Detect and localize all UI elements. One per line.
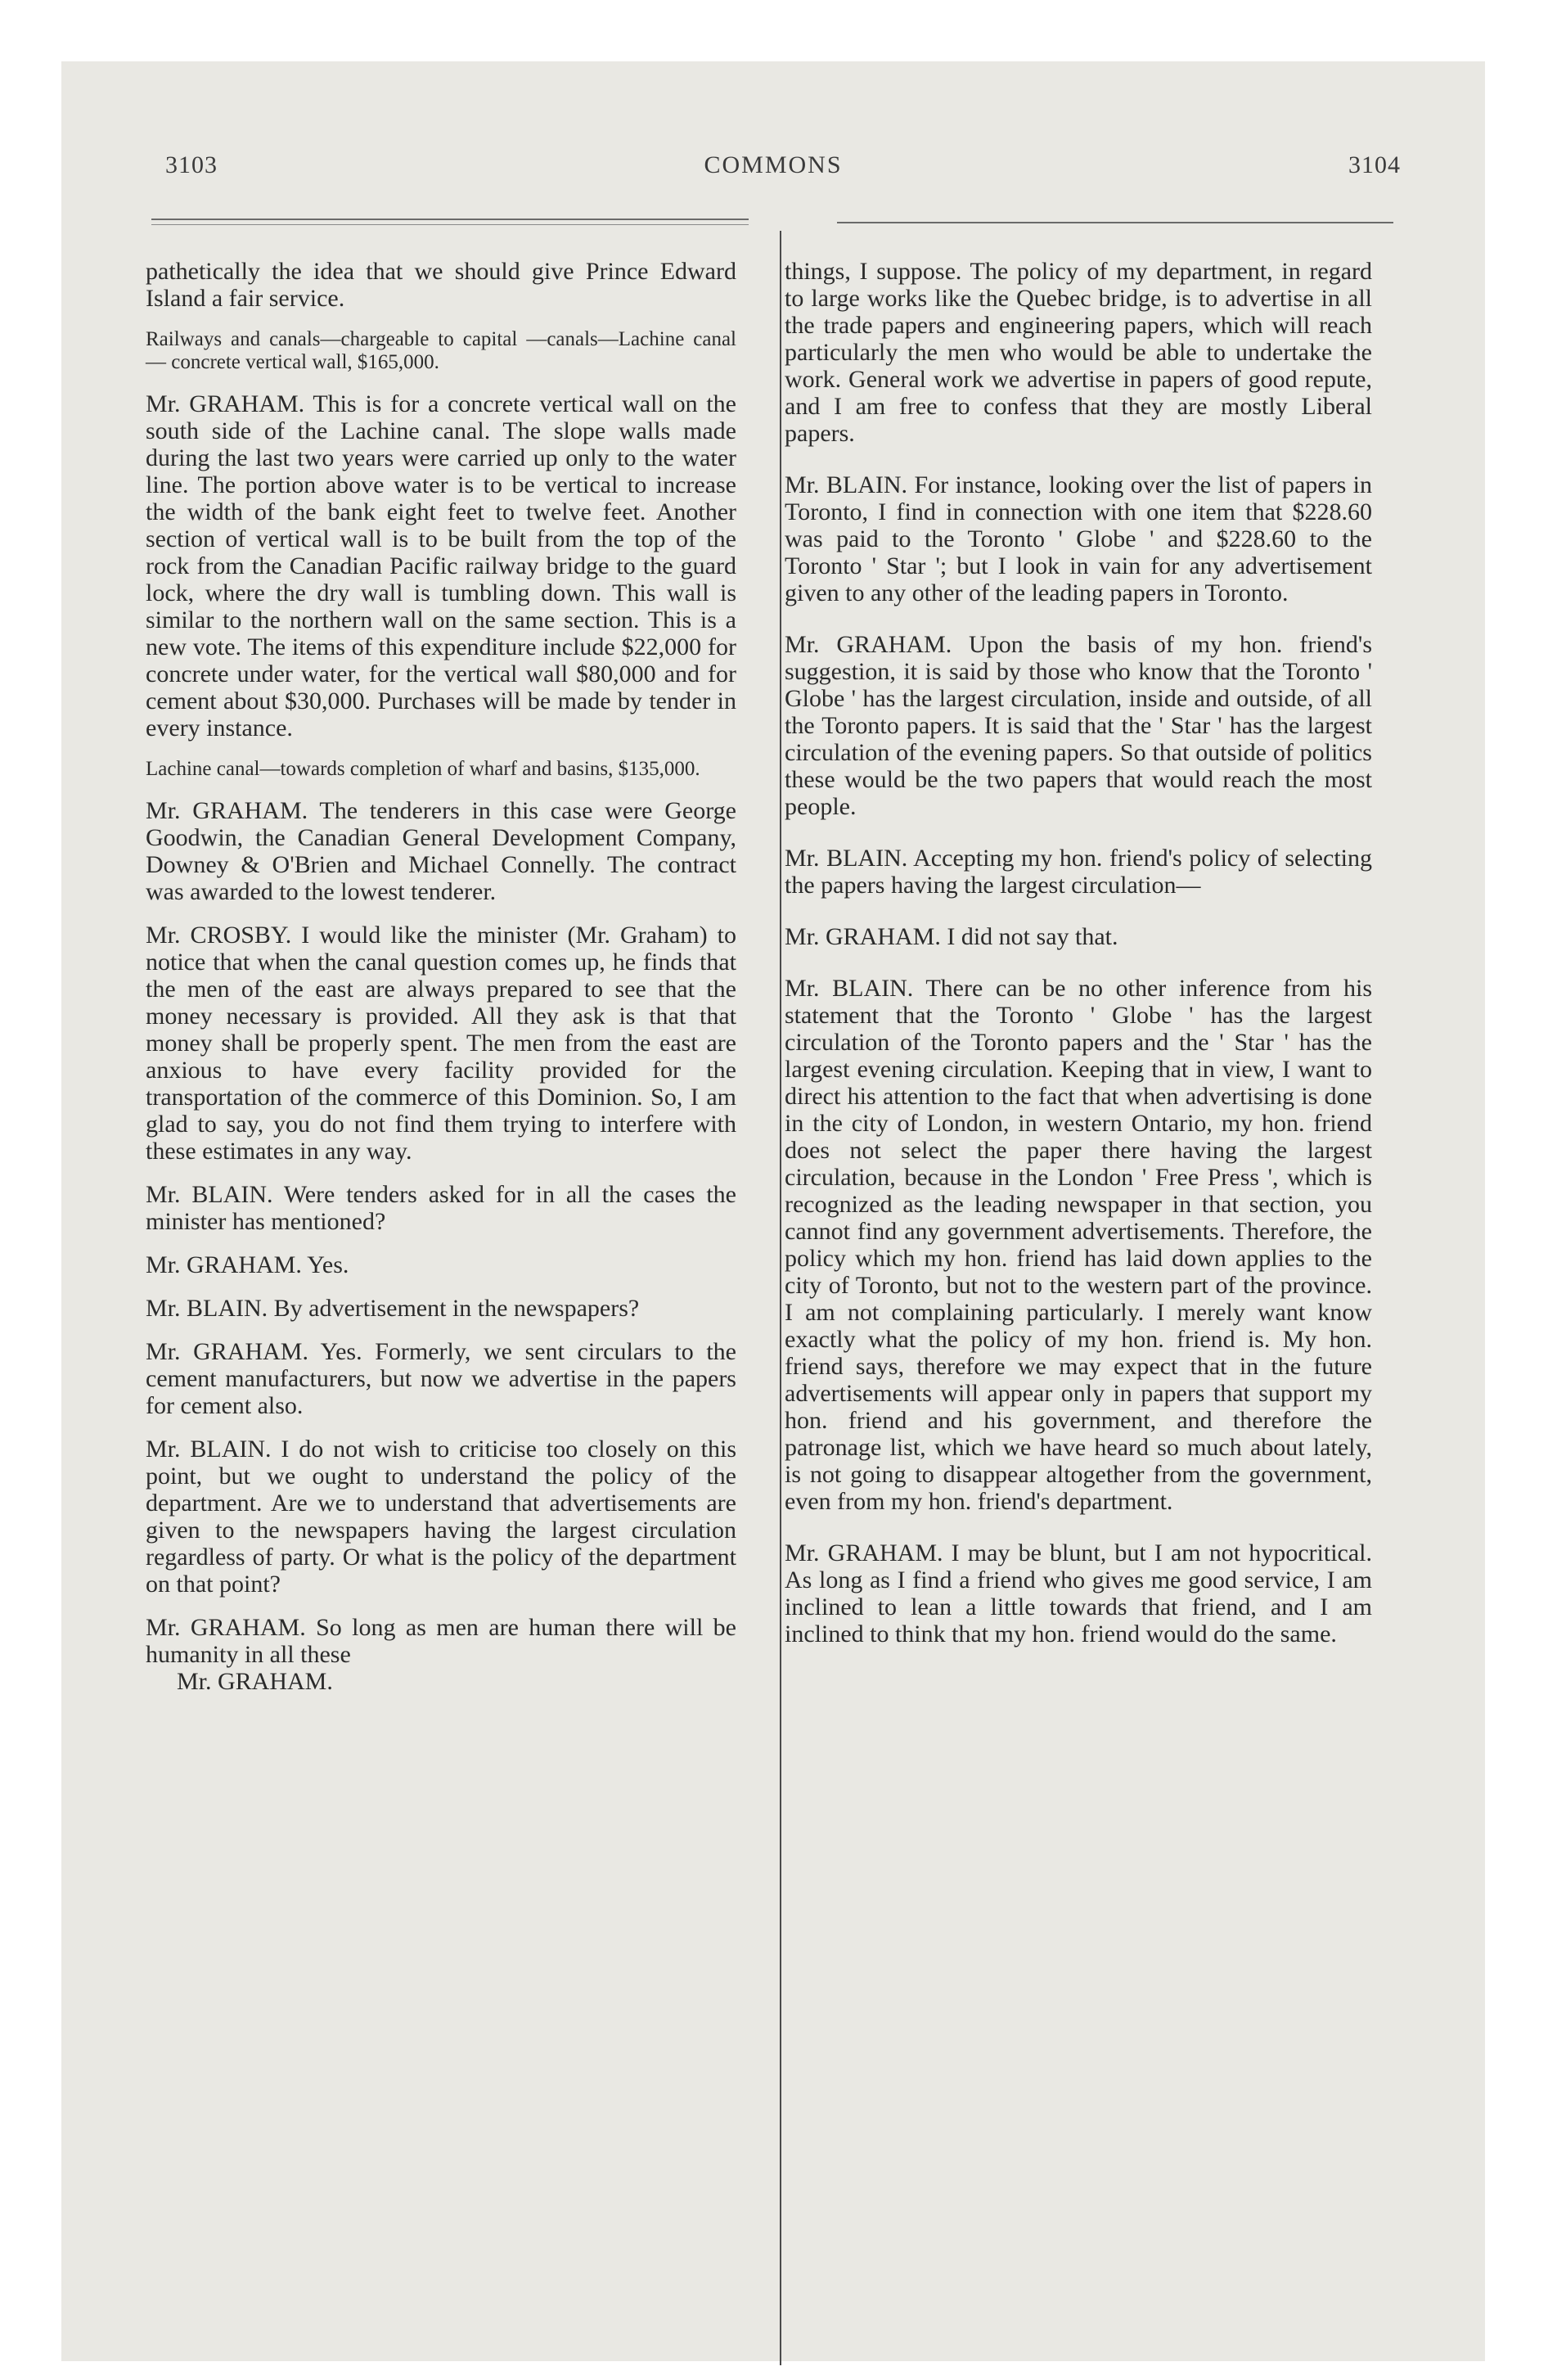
left-column <box>146 258 736 1695</box>
paragraph: Mr. GRAHAM. Upon the basis of my hon. friend's suggestion, it is said by those who know that the Toronto ' Globe ' has the largest circulation, inside and outside, of all the Toronto papers. It is said that the ' Star ' has the largest circulation of the evening papers. So that outside of politics these would be the two papers that would reach the most people. <box>785 631 1372 820</box>
paragraph: Mr. BLAIN. By advertisement in the newspapers? <box>146 1295 640 1322</box>
running-title: COMMONS <box>704 151 843 178</box>
paragraph: Mr. GRAHAM. I may be blunt, but I am not hypocritical. As long as I find a friend who gives me good service, I am inclined to lean a little towards that friend, and I am inclined to think that my hon. friend would do the same. <box>785 1539 1372 1648</box>
paragraph: Mr. BLAIN. Were tenders asked for in all the cases the minister has mentioned? <box>146 1181 736 1235</box>
paragraph: Mr. GRAHAM. Yes. Formerly, we sent circulars to the cement manufacturers, but now we advertise in the papers for cement also. <box>146 1338 736 1419</box>
paragraph: Mr. CROSBY. I would like the minister (Mr. Graham) to notice that when the canal question comes up, he finds that the men of the east are always prepared to see that the money necessary is provided. All they ask is that that money shall be properly spent. The men from the east are anxious to have every facility provided for the transportation of the commerce of this Dominion. So, I am glad to say, you do not find them trying to interfere with these estimates in any way. <box>146 922 736 1165</box>
paragraph: Mr. GRAHAM. I did not say that. <box>785 923 1118 950</box>
paragraph: Mr. BLAIN. There can be no other inference from his statement that the Toronto ' Globe ' has the largest circulation of the Toronto papers and the ' Star ' has the largest evening circulation. Keeping that in view, I want to direct his attention to the fact that when advertising is done in the city of London, in western Ontario, my hon. friend does not select the paper there having the largest circulation, because in the London ' Free Press ', which is recognized as the leading newspaper in that section, you cannot find any government advertisements. Therefore, the policy which my hon. friend has laid down applies to the city of Toronto, but not to the western part of the province. I am not complaining particularly. I merely want know exactly what the policy of my hon. friend is. My hon. friend says, therefore we may expect that in the future advertisements will appear only in papers that support my hon. friend and his government, and therefore the patronage list, which we have heard so much about lately, is not going to disappear altogether from the government, even from my hon. friend's department. <box>785 975 1372 1515</box>
estimate-item: Railways and canals—chargeable to capital —canals—Lachine canal — concrete vertical wall, $165,000. <box>146 328 736 373</box>
paragraph: Mr. GRAHAM. The tenderers in this case were George Goodwin, the Canadian General Development Company, Downey & O'Brien and Michael Connelly. The contract was awarded to the lowest tenderer. <box>146 797 736 905</box>
hansard-page <box>61 61 1485 2361</box>
header-rule-right <box>837 222 1393 223</box>
paragraph: Mr. GRAHAM. Yes. <box>146 1251 349 1278</box>
paragraph: Mr. GRAHAM. So long as men are human there will be humanity in all these <box>146 1614 736 1668</box>
paragraph: Mr. GRAHAM. This is for a concrete vertical wall on the south side of the Lachine canal. The slope walls made during the last two years were carried up only to the water line. The portion above water is to be vertical to increase the width of the bank eight feet to twelve feet. Another section of vertical wall is to be built from the top of the rock from the Canadian Pacific railway bridge to the guard lock, where the dry wall is tumbling down. This wall is similar to the northern wall on the same section. This is a new vote. The items of this expenditure include $22,000 for concrete under water, for the vertical wall $80,000 and for cement about $30,000. Purchases will be made by tender in every instance. <box>146 390 736 741</box>
paragraph: things, I suppose. The policy of my department, in regard to large works like the Quebec bridge, is to advertise in all the trade papers and engineering papers, which will reach particularly the men who would be able to undertake the work. General work we advertise in papers of good repute, and I am free to confess that they are mostly Liberal papers. <box>785 258 1372 447</box>
column-divider <box>780 231 781 2365</box>
page-number-right: 3104 <box>1348 151 1401 178</box>
estimate-item: Lachine canal—towards completion of wharf and basins, $135,000. <box>146 758 700 780</box>
speaker-catchword: Mr. GRAHAM. <box>177 1668 333 1695</box>
paragraph: Mr. BLAIN. Accepting my hon. friend's policy of selecting the papers having the largest circulation— <box>785 845 1372 899</box>
paragraph: pathetically the idea that we should give Prince Edward Island a fair service. <box>146 258 736 312</box>
page-number-left: 3103 <box>165 151 218 178</box>
header-rule-left <box>151 219 749 220</box>
header-rule-left-thin <box>151 224 749 225</box>
paragraph: Mr. BLAIN. I do not wish to criticise too closely on this point, but we ought to understand the policy of the department. Are we to understand that advertisements are given to the newspapers having the largest circulation regardless of party. Or what is the policy of the department on that point? <box>146 1436 736 1598</box>
paragraph: Mr. BLAIN. For instance, looking over the list of papers in Toronto, I find in connection with one item that $228.60 was paid to the Toronto ' Globe ' and $228.60 to the Toronto ' Star '; but I look in vain for any advertisement given to any other of the leading papers in Toronto. <box>785 471 1372 606</box>
right-column <box>785 258 1372 1664</box>
